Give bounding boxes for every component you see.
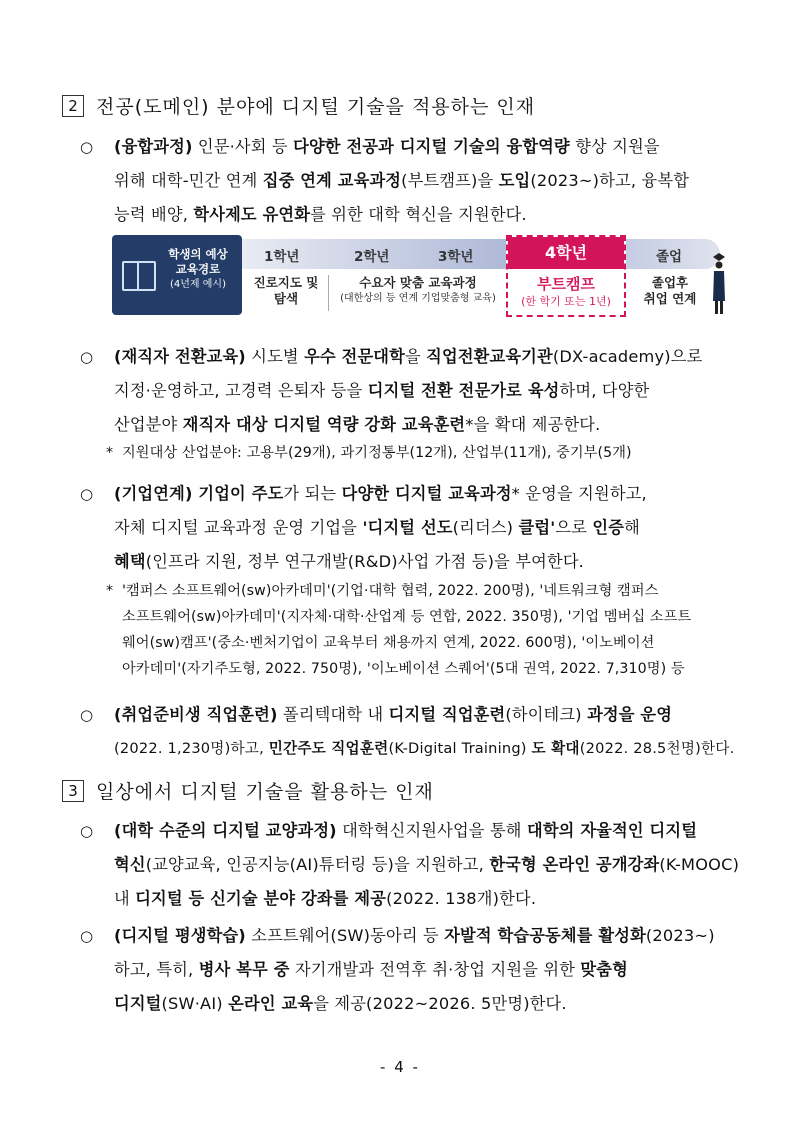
text-bold: 직업전환교육기관 (426, 347, 553, 366)
page-number: - 4 - (380, 1058, 420, 1076)
text: (K-Digital Training) (388, 740, 532, 757)
bullet-lifelong-learning (80, 919, 740, 1021)
text-bold: 디지털 직업훈련 (388, 705, 506, 724)
timeline-title-line2: 교육경로 (175, 262, 221, 276)
text: 내 (114, 889, 136, 908)
timeline-title-line1: 학생의 예상 (168, 247, 228, 261)
text-bold: 학사제도 유연화 (193, 205, 311, 224)
text-bold: 도입 (498, 171, 531, 190)
text-bold: '디지털 선도 (362, 518, 453, 537)
text: 해 (624, 518, 640, 537)
bullet-mark: ○ (80, 138, 94, 156)
note-line: 웨어(sw)캠프'(중소·벤처기업이 교육부터 채용까지 연계, 2022. 600명), '이노베이션 (122, 635, 655, 651)
text: 자체 디지털 교육과정 운영 기업을 (114, 518, 363, 537)
text: 가 되는 (283, 484, 342, 503)
text: (리더스) (452, 518, 519, 537)
bullet-label: (디지털 평생학습) (114, 926, 246, 945)
stage-5-line1: 졸업후 (651, 275, 689, 290)
note-line: 아카데미'(자기주도형, 2022. 750명), '이노베이션 스퀘어'(5대 권역, 2022. 7,310명) 등 (122, 661, 685, 677)
footnote-programs (106, 578, 746, 682)
text-bold: 클럽' (518, 518, 556, 537)
text-bold: 혜택 (114, 552, 146, 571)
text: 으로 (555, 518, 593, 537)
graduate-icon (712, 249, 726, 315)
year-2: 2학년 (354, 249, 390, 265)
text-bold: 우수 전문대학 (304, 347, 405, 366)
stage-1-line2: 탐색 (273, 291, 299, 306)
text: 향상 지원을 (569, 137, 660, 156)
bootcamp-label: 부트캠프 (537, 275, 595, 293)
stage-2-line2: (대한상의 등 연계 기업맞춤형 교육) (340, 293, 496, 304)
bullet-mark: ○ (80, 348, 94, 366)
note-line: 소프트웨어(sw)아카데미'(지자체·대학·산업계 등 연합, 2022. 350명), '기업 멤버십 소프트 (122, 609, 692, 625)
text-bold: 인증 (592, 518, 625, 537)
text-bold: 기업이 주도 (192, 484, 284, 503)
section-number-box: 3 (62, 780, 84, 802)
text-bold: 온라인 교육 (228, 994, 314, 1013)
year-graduation: 졸업 (656, 249, 683, 265)
text: 폴리텍대학 내 (277, 705, 389, 724)
text-bold: 도 확대 (531, 740, 580, 757)
stage-1-desc (246, 275, 326, 307)
text: (2022. 138개)한다. (386, 889, 537, 908)
text: 자기개발과 전역후 취·창업 지원을 위한 (289, 960, 581, 979)
text: (K-MOOC) (659, 855, 740, 874)
year-3: 3학년 (438, 249, 474, 265)
timeline-bar (240, 239, 720, 269)
text: (교양교육, 인공지능(AI)튜터링 등)을 지원하고, (145, 855, 490, 874)
text: (2022. 1,230명)하고, (114, 740, 269, 757)
text-bold: 집중 연계 교육과정 (262, 171, 402, 190)
bullet-convergence (80, 130, 740, 232)
bullet-label: (재직자 전환교육) (114, 347, 246, 366)
stage-1-line1: 진로지도 및 (253, 275, 319, 290)
bullet-university-courses (80, 814, 740, 916)
text-bold: 병사 복무 중 (198, 960, 290, 979)
text-bold: 다양한 디지털 교육과정 (341, 484, 512, 503)
text: (2023~)하고, 융복합 (530, 171, 690, 190)
note-text: 지원대상 산업분야: 고용부(29개), 과기정통부(12개), 산업부(11개), 중기부(5개) (122, 445, 632, 461)
text: 를 위한 대학 혁신을 지원한다. (310, 205, 527, 224)
note-mark: * (106, 583, 114, 599)
text: *을 확대 제공한다. (465, 415, 601, 434)
bootcamp-highlight (506, 235, 626, 317)
education-path-timeline (112, 235, 724, 321)
text: 소프트웨어(SW)동아리 등 (245, 926, 445, 945)
text-bold: 디지털 (114, 994, 162, 1013)
text-bold: 디지털 등 신기술 분야 강좌를 제공 (135, 889, 387, 908)
text: 인문·사회 등 (192, 137, 294, 156)
text: 능력 배양, (114, 205, 194, 224)
text-bold: 민간주도 직업훈련 (268, 740, 389, 757)
bullet-label: (취업준비생 직업훈련) (114, 705, 278, 724)
section-number-box: 2 (62, 95, 84, 117)
section-title: 전공(도메인) 분야에 디지털 기술을 적용하는 인재 (96, 96, 536, 118)
year-1: 1학년 (264, 249, 300, 265)
text: 위해 대학-민간 연계 (114, 171, 263, 190)
bullet-job-seekers (80, 698, 740, 766)
bootcamp-duration: (한 학기 또는 1년) (521, 295, 611, 308)
text: 산업분야 (114, 415, 183, 434)
text: (2023~) (645, 926, 715, 945)
bullet-mark: ○ (80, 822, 94, 840)
bullet-mark: ○ (80, 706, 94, 724)
bullet-label: (융합과정) (114, 137, 193, 156)
note-mark: * (106, 445, 114, 461)
stage-5-desc (630, 275, 710, 307)
bullet-worker-transition (80, 340, 740, 442)
timeline-label-box (112, 235, 242, 315)
text-bold: 대학의 자율적인 디지털 (527, 821, 698, 840)
text: (SW·AI) (161, 994, 229, 1013)
bullet-mark: ○ (80, 485, 94, 503)
text: (DX-academy)으로 (552, 347, 703, 366)
stage-2-desc (330, 275, 506, 307)
note-line: '캠퍼스 소프트웨어(sw)아카데미'(기업·대학 협력, 2022. 200명), '네트워크형 캠퍼스 (122, 583, 659, 599)
text: (부트캠프)을 (401, 171, 499, 190)
stage-2-line1: 수요자 맞춤 교육과정 (359, 275, 477, 290)
text-bold: 재직자 대상 디지털 역량 강화 교육훈련 (182, 415, 466, 434)
divider (328, 275, 329, 311)
text: (2022. 28.5천명)한다. (579, 740, 735, 757)
bullet-label: (기업연계) (114, 484, 193, 503)
text-bold: 한국형 온라인 공개강좌 (489, 855, 660, 874)
text: 지정·운영하고, 고경력 은퇴자 등을 (114, 381, 368, 400)
text-bold: 맞춤형 (580, 960, 628, 979)
year-4: 4학년 (508, 237, 624, 269)
text: * 운영을 지원하고, (511, 484, 647, 503)
stage-5-line2: 취업 연계 (643, 291, 697, 306)
text: 시도별 (245, 347, 305, 366)
text: 대학혁신지원사업을 통해 (336, 821, 527, 840)
section-heading-2 (62, 92, 535, 119)
book-icon (122, 261, 156, 291)
text-bold: 혁신 (114, 855, 146, 874)
text-bold: 디지털 전환 전문가로 육성 (367, 381, 560, 400)
text: (하이테크) (505, 705, 588, 724)
footnote-industries (106, 440, 746, 466)
bullet-label: (대학 수준의 디지털 교양과정) (114, 821, 337, 840)
text-bold: 과정을 운영 (587, 705, 673, 724)
timeline-subtitle: (4년제 예시) (170, 279, 226, 290)
section-heading-3 (62, 777, 434, 804)
text: (인프라 지원, 정부 연구개발(R&D)사업 가점 등)을 부여한다. (145, 552, 585, 571)
text: 을 (404, 347, 427, 366)
section-title: 일상에서 디지털 기술을 활용하는 인재 (96, 781, 434, 803)
text-bold: 자발적 학습공동체를 활성화 (444, 926, 646, 945)
bullet-mark: ○ (80, 927, 94, 945)
bullet-corporate-link (80, 477, 740, 579)
text-bold: 다양한 전공과 디지털 기술의 융합역량 (293, 137, 570, 156)
text: 하고, 특히, (114, 960, 199, 979)
text: 하며, 다양한 (559, 381, 650, 400)
text: 을 제공(2022~2026. 5만명)한다. (313, 994, 567, 1013)
